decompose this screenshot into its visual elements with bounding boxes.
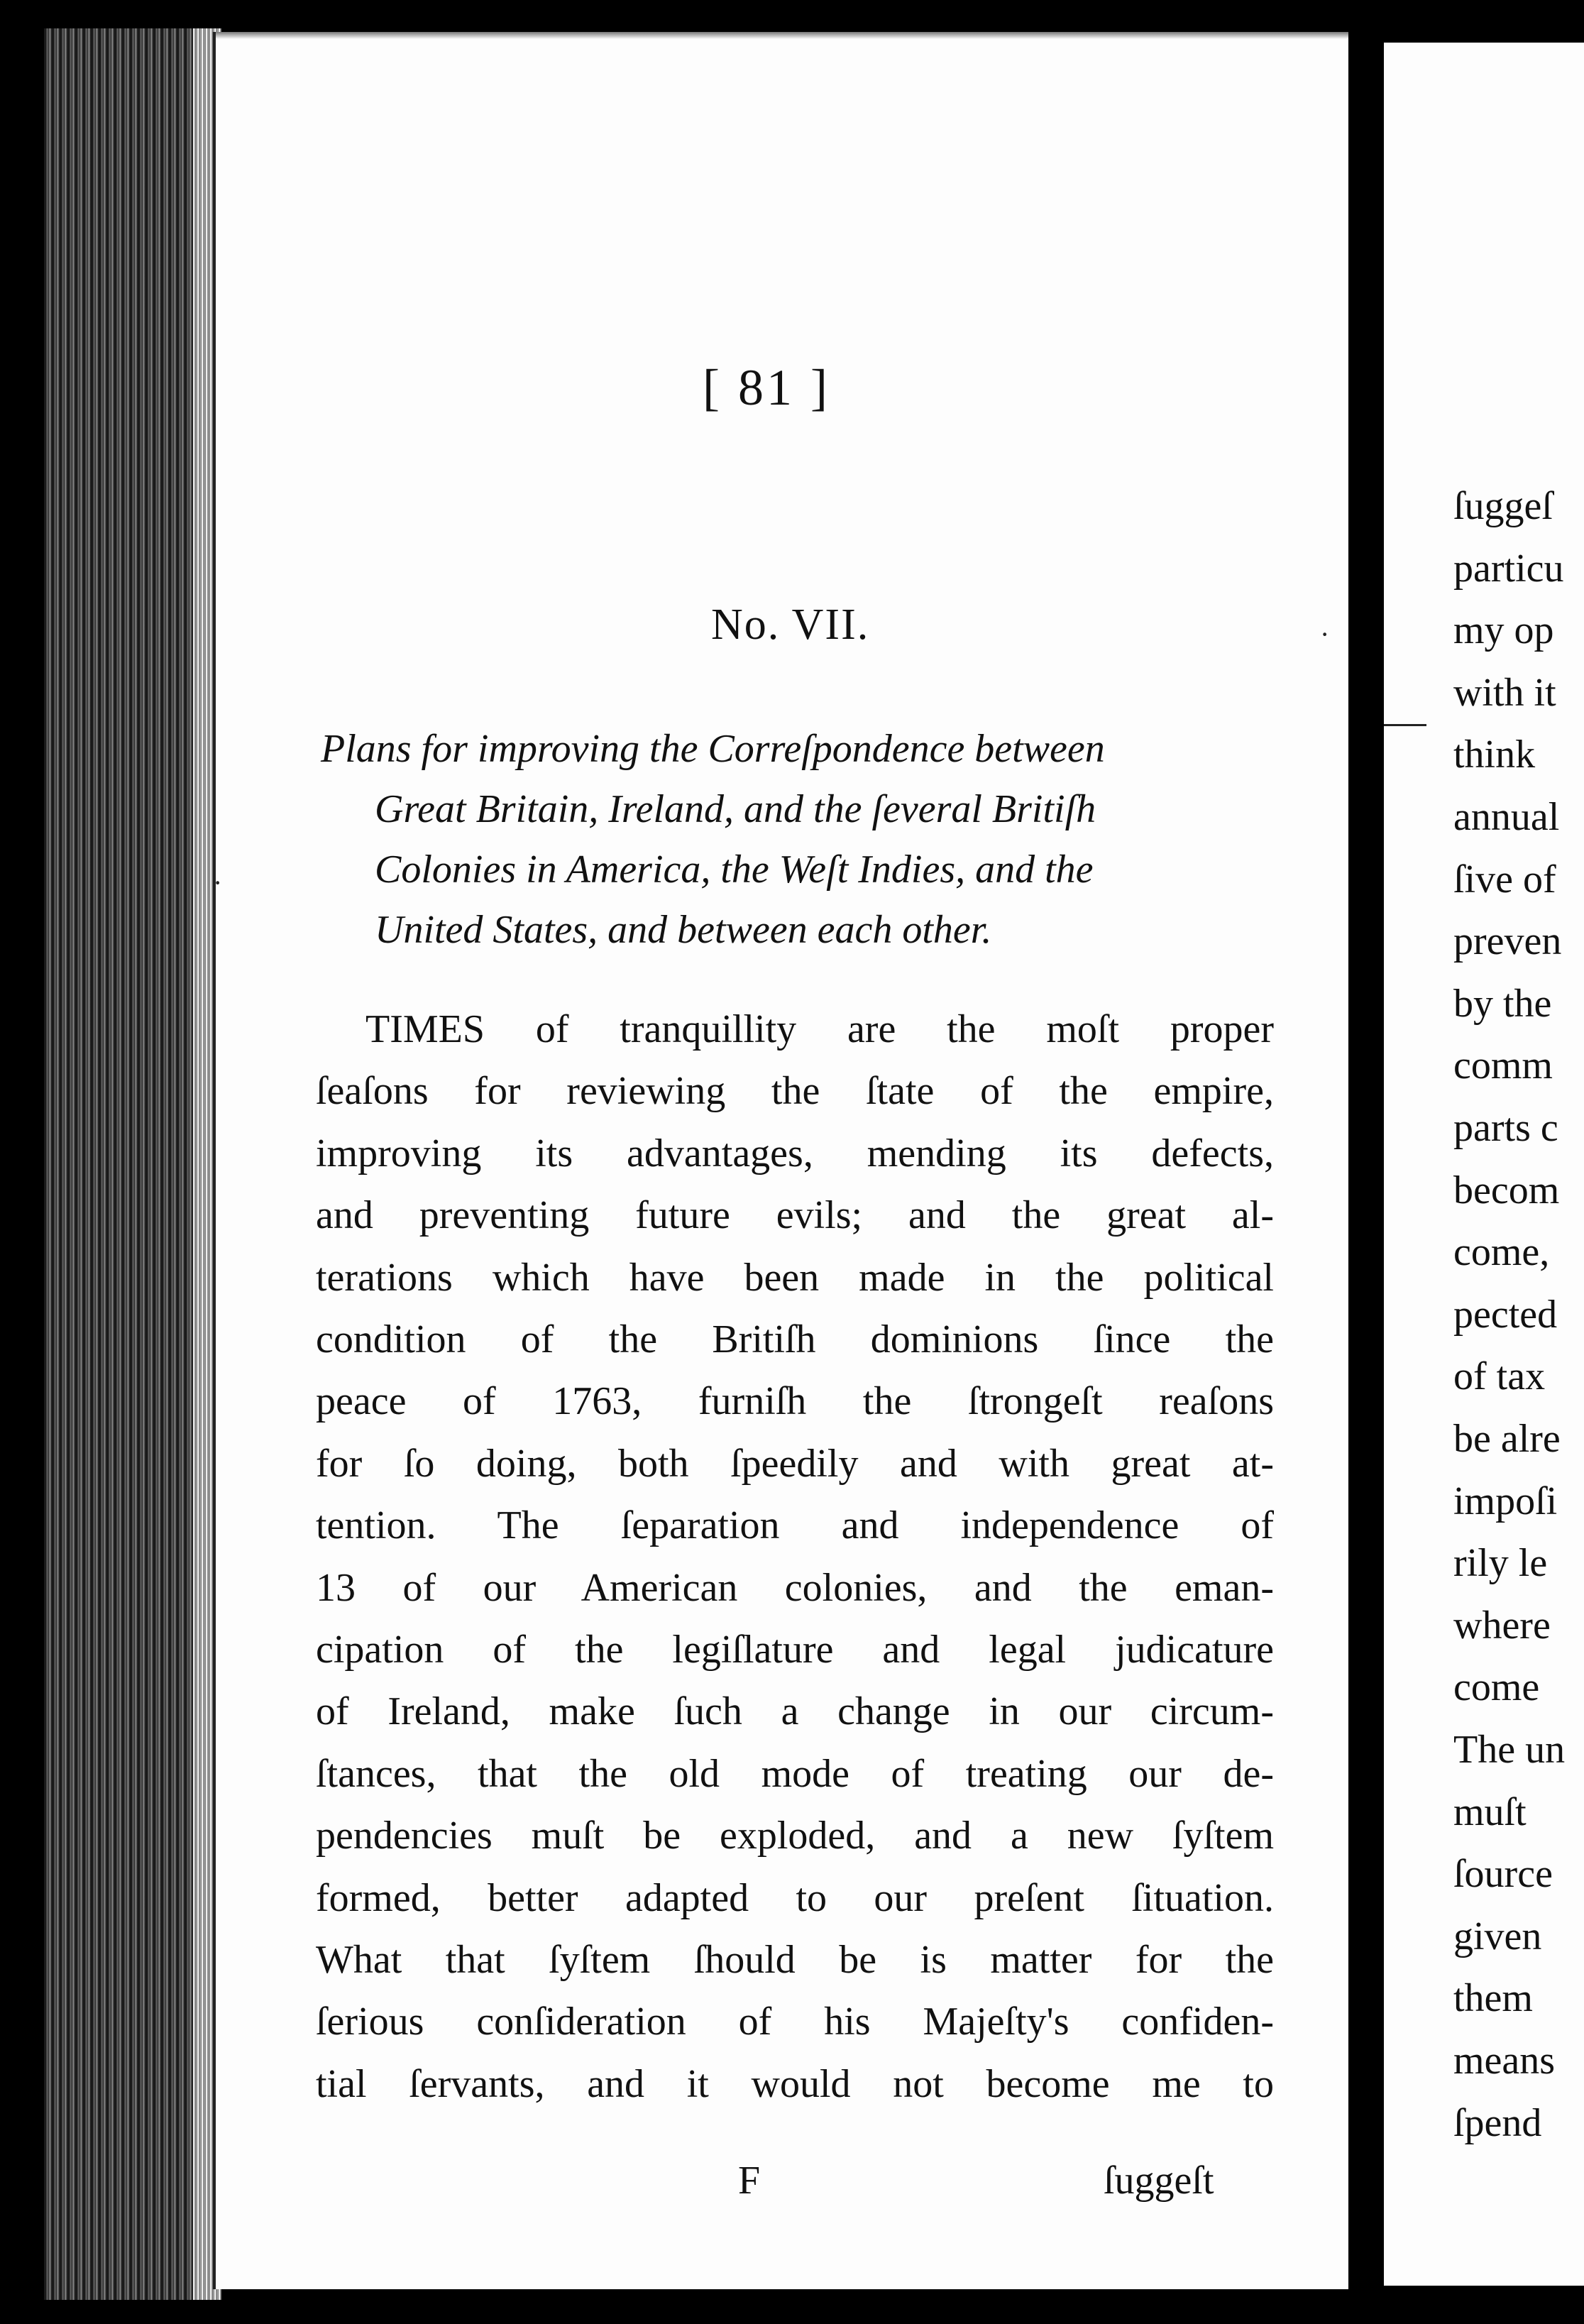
page-top-shadow	[216, 32, 1351, 39]
body-line: What that ſyſtem ſhould be is matter for the	[316, 1938, 1274, 1982]
facing-page-line: ſource	[1453, 1852, 1553, 1897]
facing-page-line: ſive of	[1453, 857, 1556, 901]
body-line: peace of 1763, furniſh the ſtrongeſt reaſons	[316, 1379, 1274, 1424]
body-line: 13 of our American colonies, and the eman-	[316, 1565, 1274, 1610]
margin-dot: ·	[1320, 618, 1330, 650]
facing-page-line: be alre	[1453, 1417, 1561, 1461]
facing-page-line: muſt	[1453, 1789, 1527, 1834]
facing-page-line: pected	[1453, 1292, 1558, 1337]
body-line: ſtances, that the old mode of treating our de-	[316, 1751, 1274, 1796]
title-line: Colonies in America, the Weſt Indies, and the	[375, 848, 1094, 892]
facing-page-line: come,	[1453, 1230, 1550, 1275]
body-line: tial ſervants, and it would not become me to	[316, 2061, 1274, 2106]
facing-page-line: of tax	[1453, 1354, 1546, 1399]
body-line: cipation of the legiſlature and legal judicature	[316, 1628, 1274, 1672]
body-line: for ſo doing, both ſpeedily and with great at-	[316, 1441, 1274, 1486]
catchword: ſuggeſt	[1104, 2159, 1214, 2203]
facing-page-line: ſuggeſ	[1453, 484, 1553, 528]
body-line: ſerious conſideration of his Majeſty's confiden-	[316, 2000, 1274, 2044]
body-line: condition of the Britiſh dominions ſince the	[316, 1317, 1274, 1361]
facing-page-line: ſpend	[1453, 2100, 1542, 2145]
facing-page-line: preven	[1453, 919, 1562, 964]
body-line: of Ireland, make ſuch a change in our circum-	[316, 1689, 1274, 1734]
page-number: [ 81 ]	[703, 359, 830, 416]
page-edge-stack	[44, 28, 221, 2300]
margin-dot: ·	[213, 867, 223, 899]
facing-page-line: annual	[1453, 795, 1560, 839]
facing-page-line: think	[1453, 733, 1536, 777]
facing-page-line: The un	[1453, 1728, 1566, 1772]
body-line: improving its advantages, mending its defects,	[316, 1131, 1274, 1175]
facing-page-line: my op	[1453, 608, 1554, 653]
facing-page-line: with it	[1453, 670, 1556, 715]
facing-page-line: given	[1453, 1914, 1542, 1958]
facing-page-line: parts c	[1453, 1106, 1558, 1150]
body-line: pendencies muſt be exploded, and a new ſyſtem	[316, 1814, 1274, 1858]
facing-page-line: rily le	[1453, 1541, 1548, 1586]
facing-page	[1384, 43, 1584, 2286]
title-line: United States, and between each other.	[375, 908, 992, 952]
margin-rule	[1384, 724, 1426, 726]
title-line: Plans for improving the Correſpondence between	[321, 727, 1105, 771]
title-line: Great Britain, Ireland, and the ſeveral Britiſh	[375, 787, 1096, 831]
facing-page-line: where	[1453, 1603, 1551, 1648]
signature-mark: F	[738, 2159, 761, 2203]
facing-page-line: come	[1453, 1665, 1540, 1710]
facing-page-line: becom	[1453, 1168, 1560, 1212]
facing-page-line: means	[1453, 2039, 1556, 2083]
body-line: tention. The ſeparation and independence of	[316, 1503, 1274, 1548]
body-line: ſeaſons for reviewing the ſtate of the empire,	[316, 1069, 1274, 1114]
facing-page-line: them	[1453, 1976, 1533, 2021]
facing-page-line: impoſi	[1453, 1479, 1558, 1523]
body-line: and preventing future evils; and the great al-	[316, 1193, 1274, 1238]
facing-page-line: particu	[1453, 546, 1564, 591]
facing-page-line: by the	[1453, 981, 1552, 1026]
body-line: formed, better adapted to our preſent ſituation.	[316, 1875, 1274, 1920]
body-line: TIMES of tranquillity are the moſt proper	[365, 1007, 1274, 1051]
body-line: terations which have been made in the political	[316, 1255, 1274, 1300]
book-gutter	[1348, 0, 1384, 2324]
facing-page-line: comm	[1453, 1043, 1553, 1088]
chapter-heading: No. VII.	[711, 601, 870, 649]
